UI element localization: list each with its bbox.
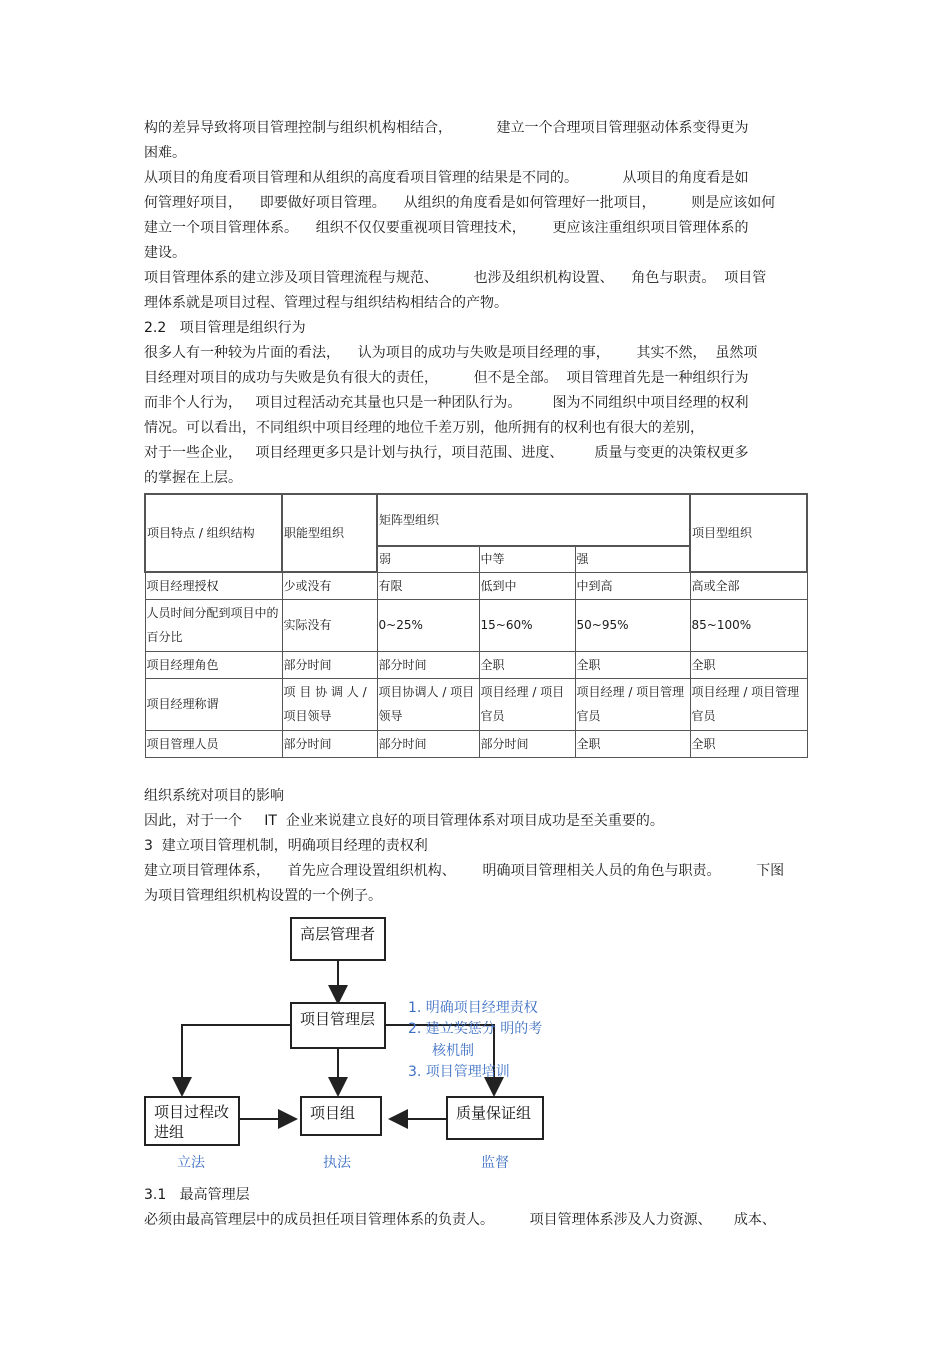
project-group-box: 项目组 [300, 1096, 382, 1136]
table-row: 人员时间分配到项目中的百分比 实际没有 0~25% 15~60% 50~95% 85~100% [145, 599, 807, 651]
header-feature: 项目特点 / 组织结构 [145, 494, 282, 572]
table-row: 项目经理角色 部分时间 部分时间 全职 全职 全职 [145, 651, 807, 678]
paragraph-7: 必须由最高管理层中的成员担任项目管理体系的负责人。 项目管理体系涉及人力资源、 成本、 [144, 1212, 776, 1228]
process-improvement-group-box: 项目过程改进组 [144, 1096, 240, 1146]
table-row: 项目经理称谓 项 目 协 调 人 / 项目领导 项目协调人 / 项目领导 项目经理 / 项目官员 项目经理 / 项目管理官员 项目经理 / 项目管理官员 [145, 678, 807, 730]
section-3-1-heading: 3.1 最高管理层 [144, 1187, 250, 1203]
org-structure-diagram [0, 905, 950, 1180]
paragraph-1: 构的差异导致将项目管理控制与组织机构相结合， 建立一个合理项目管理驱动体系变得更为 困难。 [144, 120, 749, 161]
table-row: 项目经理授权 少或没有 有限 低到中 中到高 高或全部 [145, 572, 807, 599]
header-functional: 职能型组织 [282, 494, 377, 572]
table-row: 项目管理人员 部分时间 部分时间 部分时间 全职 全职 [145, 730, 807, 757]
qa-group-box: 质量保证组 [446, 1096, 544, 1140]
sub-weak: 弱 [377, 546, 479, 572]
table-caption: 组织系统对项目的影响 [144, 788, 284, 804]
header-projectized: 项目型组织 [690, 494, 807, 572]
section-3-heading: 3 建立项目管理机制，明确项目经理的责权利 [144, 838, 428, 854]
label-legislation: 立法 [177, 1155, 205, 1171]
paragraph-2: 从项目的角度看项目管理和从组织的高度看项目管理的结果是不同的。 从项目的角度看是如 何管理好项目， 即要做好项目管理。 从组织的角度看是如何管理好一批项目， 则是应该如何 建立一个项目管理体系。 组织不仅仅要重视项目管理技术， 更应该注重组织项目管理体系的 建设。 [144, 170, 776, 261]
project-management-layer-box: 项目管理层 [290, 1002, 386, 1049]
note-1: 1. 明确项目经理责权 [408, 1000, 538, 1016]
organization-comparison-table [144, 493, 808, 758]
paragraph-4: 很多人有一种较为片面的看法， 认为项目的成功与失败是项目经理的事， 其实不然， 虽然项 目经理对项目的成功与失败是负有很大的责任， 但不是全部。 项目管理首先是一种组织行为 而非个人行为， 项目过程活动充其量也只是一种团队行为。 图为不同组织中项目经理的权利 情况。可以看出，不同组织中项目经理的地位千差万别，他所拥有的权利也有很大的差别， 对于一些企业， 项目经理更多只是计划与执行，项目范围、进度、 质量与变更的决策权更多 的掌握在上层。 [144, 345, 758, 486]
paragraph-6: 建立项目管理体系， 首先应合理设置组织机构、 明确项目管理相关人员的角色与职责。 下图 为项目管理组织机构设置的一个例子。 [144, 863, 785, 904]
paragraph-3: 项目管理体系的建立涉及项目管理流程与规范、 也涉及组织机构设置、 角色与职责。 项目管 理体系就是项目过程、管理过程与组织结构相结合的产物。 [144, 270, 767, 311]
sub-medium: 中等 [479, 546, 575, 572]
sub-strong: 强 [575, 546, 690, 572]
note-2: 2. 建立奖惩分 明的考 [408, 1021, 543, 1037]
note-2-cont: 核机制 [432, 1043, 474, 1059]
label-enforcement: 执法 [323, 1155, 351, 1171]
paragraph-5: 因此，对于一个 IT 企业来说建立良好的项目管理体系对项目成功是至关重要的。 [144, 813, 664, 829]
section-2-2-heading: 2.2 项目管理是组织行为 [144, 320, 306, 336]
top-management-box: 高层管理者 [290, 917, 386, 961]
header-matrix: 矩阵型组织 [377, 494, 690, 546]
note-3: 3. 项目管理培训 [408, 1064, 510, 1080]
label-supervision: 监督 [481, 1155, 509, 1171]
